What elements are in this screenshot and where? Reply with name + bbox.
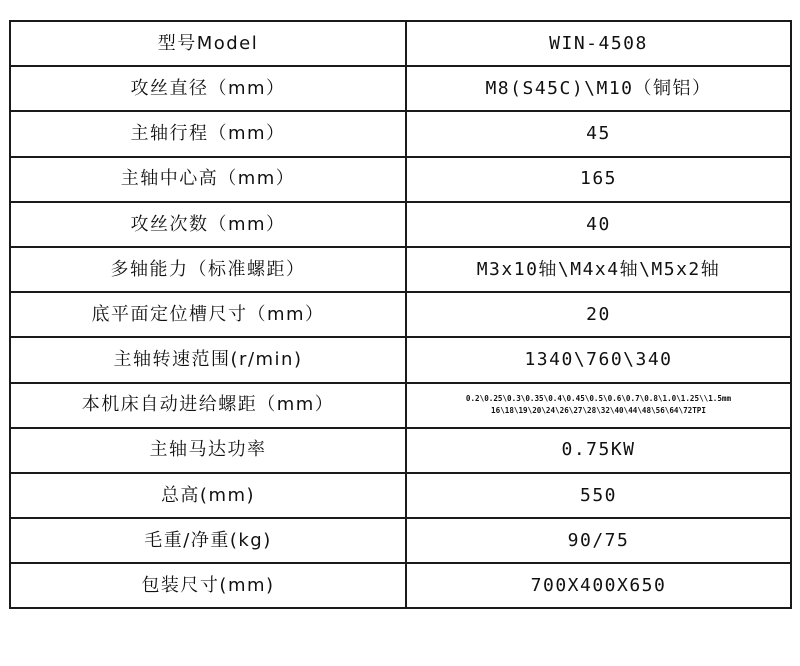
pitch-mm-line: 0.2\0.25\0.3\0.35\0.4\0.45\0.5\0.6\0.7\0.8\1.0\1.25\\1.5mm <box>465 394 732 404</box>
table-row <box>10 292 791 337</box>
spec-value-model: WIN-4508 <box>406 21 791 66</box>
spec-value-multi-axis: M3x10轴\M4x4轴\M5x2轴 <box>406 247 791 292</box>
table-row <box>10 473 791 518</box>
spec-value-slot-size: 20 <box>406 292 791 337</box>
spec-table <box>9 20 792 609</box>
spec-label-model: 型号Model <box>10 21 406 66</box>
spec-label-spindle-speed: 主轴转速范围(r/min) <box>10 337 406 382</box>
pitch-tpi-line: 16\18\19\20\24\26\27\28\32\40\44\48\56\64\72TPI <box>491 406 706 416</box>
table-row <box>10 518 791 563</box>
spec-label-tapping-count: 攻丝次数（mm） <box>10 202 406 247</box>
spec-value-auto-feed-pitch <box>406 383 791 428</box>
spec-value-spindle-speed: 1340\760\340 <box>406 337 791 382</box>
spec-label-spindle-center-height: 主轴中心高（mm） <box>10 157 406 202</box>
table-row <box>10 66 791 111</box>
table-row <box>10 202 791 247</box>
table-row <box>10 337 791 382</box>
spec-value-total-height: 550 <box>406 473 791 518</box>
table-row <box>10 428 791 473</box>
spec-value-tapping-diameter: M8(S45C)\M10（铜铝） <box>406 66 791 111</box>
spec-value-motor-power: 0.75KW <box>406 428 791 473</box>
spec-label-motor-power: 主轴马达功率 <box>10 428 406 473</box>
table-row <box>10 111 791 156</box>
spec-value-weight: 90/75 <box>406 518 791 563</box>
table-row <box>10 247 791 292</box>
spec-value-spindle-center-height: 165 <box>406 157 791 202</box>
spec-label-tapping-diameter: 攻丝直径（mm） <box>10 66 406 111</box>
spec-value-package-size: 700X400X650 <box>406 563 791 608</box>
spec-label-total-height: 总高(mm) <box>10 473 406 518</box>
table-row <box>10 157 791 202</box>
spec-label-spindle-stroke: 主轴行程（mm） <box>10 111 406 156</box>
table-row <box>10 21 791 66</box>
spec-label-multi-axis: 多轴能力（标准螺距） <box>10 247 406 292</box>
spec-label-auto-feed-pitch: 本机床自动进给螺距（mm） <box>10 383 406 428</box>
table-row <box>10 383 791 428</box>
spec-label-slot-size: 底平面定位槽尺寸（mm） <box>10 292 406 337</box>
spec-label-package-size: 包装尺寸(mm) <box>10 563 406 608</box>
spec-value-spindle-stroke: 45 <box>406 111 791 156</box>
spec-value-tapping-count: 40 <box>406 202 791 247</box>
spec-label-weight: 毛重/净重(kg) <box>10 518 406 563</box>
table-row <box>10 563 791 608</box>
